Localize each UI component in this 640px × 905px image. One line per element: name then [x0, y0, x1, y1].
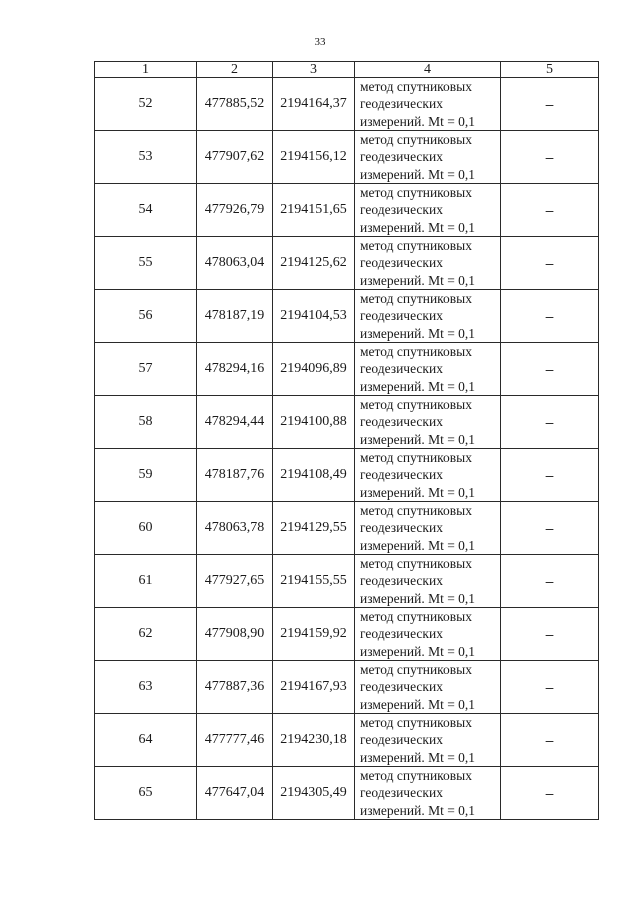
table-row — [95, 131, 599, 184]
point-number: 64 — [95, 714, 197, 767]
note-dash: – — [501, 290, 599, 343]
method-line: метод спутниковых — [360, 715, 472, 731]
method-description — [355, 555, 501, 608]
coordinate-x: 477907,62 — [197, 131, 273, 184]
method-line: измерений. Mt = 0,1 — [360, 590, 476, 606]
method-line: геодезических — [360, 626, 443, 642]
method-line: геодезических — [360, 361, 443, 377]
method-line: геодезических — [360, 255, 443, 271]
header-col-2: 2 — [197, 62, 273, 78]
method-description — [355, 396, 501, 449]
method-line: метод спутниковых — [360, 344, 472, 360]
coordinate-y: 2194159,92 — [273, 608, 355, 661]
header-col-4: 4 — [355, 62, 501, 78]
method-line: геодезических — [360, 202, 443, 218]
method-line: геодезических — [360, 149, 443, 165]
method-line: метод спутниковых — [360, 556, 472, 572]
coordinate-x: 477777,46 — [197, 714, 273, 767]
note-dash: – — [501, 131, 599, 184]
note-dash: – — [501, 555, 599, 608]
note-dash: – — [501, 608, 599, 661]
method-line: метод спутниковых — [360, 132, 472, 148]
coordinate-x: 478187,19 — [197, 290, 273, 343]
page-number: 33 — [314, 36, 326, 48]
method-line: измерений. Mt = 0,1 — [360, 643, 476, 659]
coordinate-x: 478294,16 — [197, 343, 273, 396]
point-number: 55 — [95, 237, 197, 290]
coordinate-x: 478294,44 — [197, 396, 273, 449]
coordinate-y: 2194151,65 — [273, 184, 355, 237]
coordinate-y: 2194108,49 — [273, 449, 355, 502]
coordinate-y: 2194155,55 — [273, 555, 355, 608]
point-number: 53 — [95, 131, 197, 184]
method-line: измерений. Mt = 0,1 — [360, 166, 476, 182]
method-line: метод спутниковых — [360, 185, 472, 201]
method-description — [355, 661, 501, 714]
table-row — [95, 661, 599, 714]
method-line: геодезических — [360, 520, 443, 536]
coordinate-x: 478063,78 — [197, 502, 273, 555]
method-line: геодезических — [360, 573, 443, 589]
note-dash: – — [501, 449, 599, 502]
method-description — [355, 502, 501, 555]
point-number: 62 — [95, 608, 197, 661]
method-description — [355, 714, 501, 767]
coordinate-y: 2194100,88 — [273, 396, 355, 449]
method-line: измерений. Mt = 0,1 — [360, 113, 476, 129]
method-line: измерений. Mt = 0,1 — [360, 272, 476, 288]
method-line: метод спутниковых — [360, 79, 472, 95]
method-description — [355, 78, 501, 131]
point-number: 57 — [95, 343, 197, 396]
method-line: геодезических — [360, 785, 443, 801]
method-description — [355, 184, 501, 237]
table-header-row — [95, 62, 599, 78]
coordinate-y: 2194096,89 — [273, 343, 355, 396]
method-line: геодезических — [360, 732, 443, 748]
method-description — [355, 767, 501, 820]
point-number: 60 — [95, 502, 197, 555]
coordinates-table — [94, 61, 599, 820]
point-number: 59 — [95, 449, 197, 502]
note-dash: – — [501, 396, 599, 449]
method-line: измерений. Mt = 0,1 — [360, 431, 476, 447]
table-row — [95, 290, 599, 343]
note-dash: – — [501, 343, 599, 396]
coordinate-x: 477647,04 — [197, 767, 273, 820]
method-line: измерений. Mt = 0,1 — [360, 802, 476, 818]
note-dash: – — [501, 767, 599, 820]
method-line: геодезических — [360, 679, 443, 695]
method-line: метод спутниковых — [360, 768, 472, 784]
method-line: измерений. Mt = 0,1 — [360, 219, 476, 235]
coordinate-x: 477926,79 — [197, 184, 273, 237]
point-number: 54 — [95, 184, 197, 237]
table-row — [95, 714, 599, 767]
table-row — [95, 608, 599, 661]
table-row — [95, 396, 599, 449]
method-description — [355, 131, 501, 184]
method-line: геодезических — [360, 96, 443, 112]
note-dash: – — [501, 714, 599, 767]
table-row — [95, 343, 599, 396]
coordinate-y: 2194305,49 — [273, 767, 355, 820]
method-line: геодезических — [360, 467, 443, 483]
note-dash: – — [501, 78, 599, 131]
coordinate-y: 2194104,53 — [273, 290, 355, 343]
note-dash: – — [501, 502, 599, 555]
table-row — [95, 502, 599, 555]
method-description — [355, 449, 501, 502]
table-row — [95, 449, 599, 502]
method-description — [355, 608, 501, 661]
table-row — [95, 78, 599, 131]
point-number: 58 — [95, 396, 197, 449]
method-line: измерений. Mt = 0,1 — [360, 484, 476, 500]
method-line: геодезических — [360, 308, 443, 324]
method-line: измерений. Mt = 0,1 — [360, 378, 476, 394]
method-description — [355, 237, 501, 290]
method-description — [355, 290, 501, 343]
header-col-5: 5 — [501, 62, 599, 78]
point-number: 65 — [95, 767, 197, 820]
table-row — [95, 767, 599, 820]
coordinate-x: 477887,36 — [197, 661, 273, 714]
coordinate-x: 478063,04 — [197, 237, 273, 290]
point-number: 52 — [95, 78, 197, 131]
method-line: метод спутниковых — [360, 503, 472, 519]
header-col-3: 3 — [273, 62, 355, 78]
method-line: метод спутниковых — [360, 291, 472, 307]
method-line: метод спутниковых — [360, 609, 472, 625]
table-body — [95, 78, 599, 820]
coordinate-x: 477908,90 — [197, 608, 273, 661]
method-line: метод спутниковых — [360, 238, 472, 254]
method-line: измерений. Mt = 0,1 — [360, 325, 476, 341]
coordinate-y: 2194125,62 — [273, 237, 355, 290]
coordinate-x: 477885,52 — [197, 78, 273, 131]
method-line: измерений. Mt = 0,1 — [360, 696, 476, 712]
table-row — [95, 237, 599, 290]
coordinate-y: 2194230,18 — [273, 714, 355, 767]
coordinate-x: 477927,65 — [197, 555, 273, 608]
header-col-1: 1 — [95, 62, 197, 78]
method-line: метод спутниковых — [360, 662, 472, 678]
method-line: метод спутниковых — [360, 397, 472, 413]
coordinate-y: 2194164,37 — [273, 78, 355, 131]
method-line: геодезических — [360, 414, 443, 430]
method-line: измерений. Mt = 0,1 — [360, 537, 476, 553]
note-dash: – — [501, 661, 599, 714]
note-dash: – — [501, 184, 599, 237]
coordinate-y: 2194129,55 — [273, 502, 355, 555]
coordinate-x: 478187,76 — [197, 449, 273, 502]
note-dash: – — [501, 237, 599, 290]
table-row — [95, 184, 599, 237]
method-description — [355, 343, 501, 396]
method-line: метод спутниковых — [360, 450, 472, 466]
point-number: 56 — [95, 290, 197, 343]
method-line: измерений. Mt = 0,1 — [360, 749, 476, 765]
table-row — [95, 555, 599, 608]
point-number: 61 — [95, 555, 197, 608]
coordinate-y: 2194167,93 — [273, 661, 355, 714]
coordinate-y: 2194156,12 — [273, 131, 355, 184]
point-number: 63 — [95, 661, 197, 714]
